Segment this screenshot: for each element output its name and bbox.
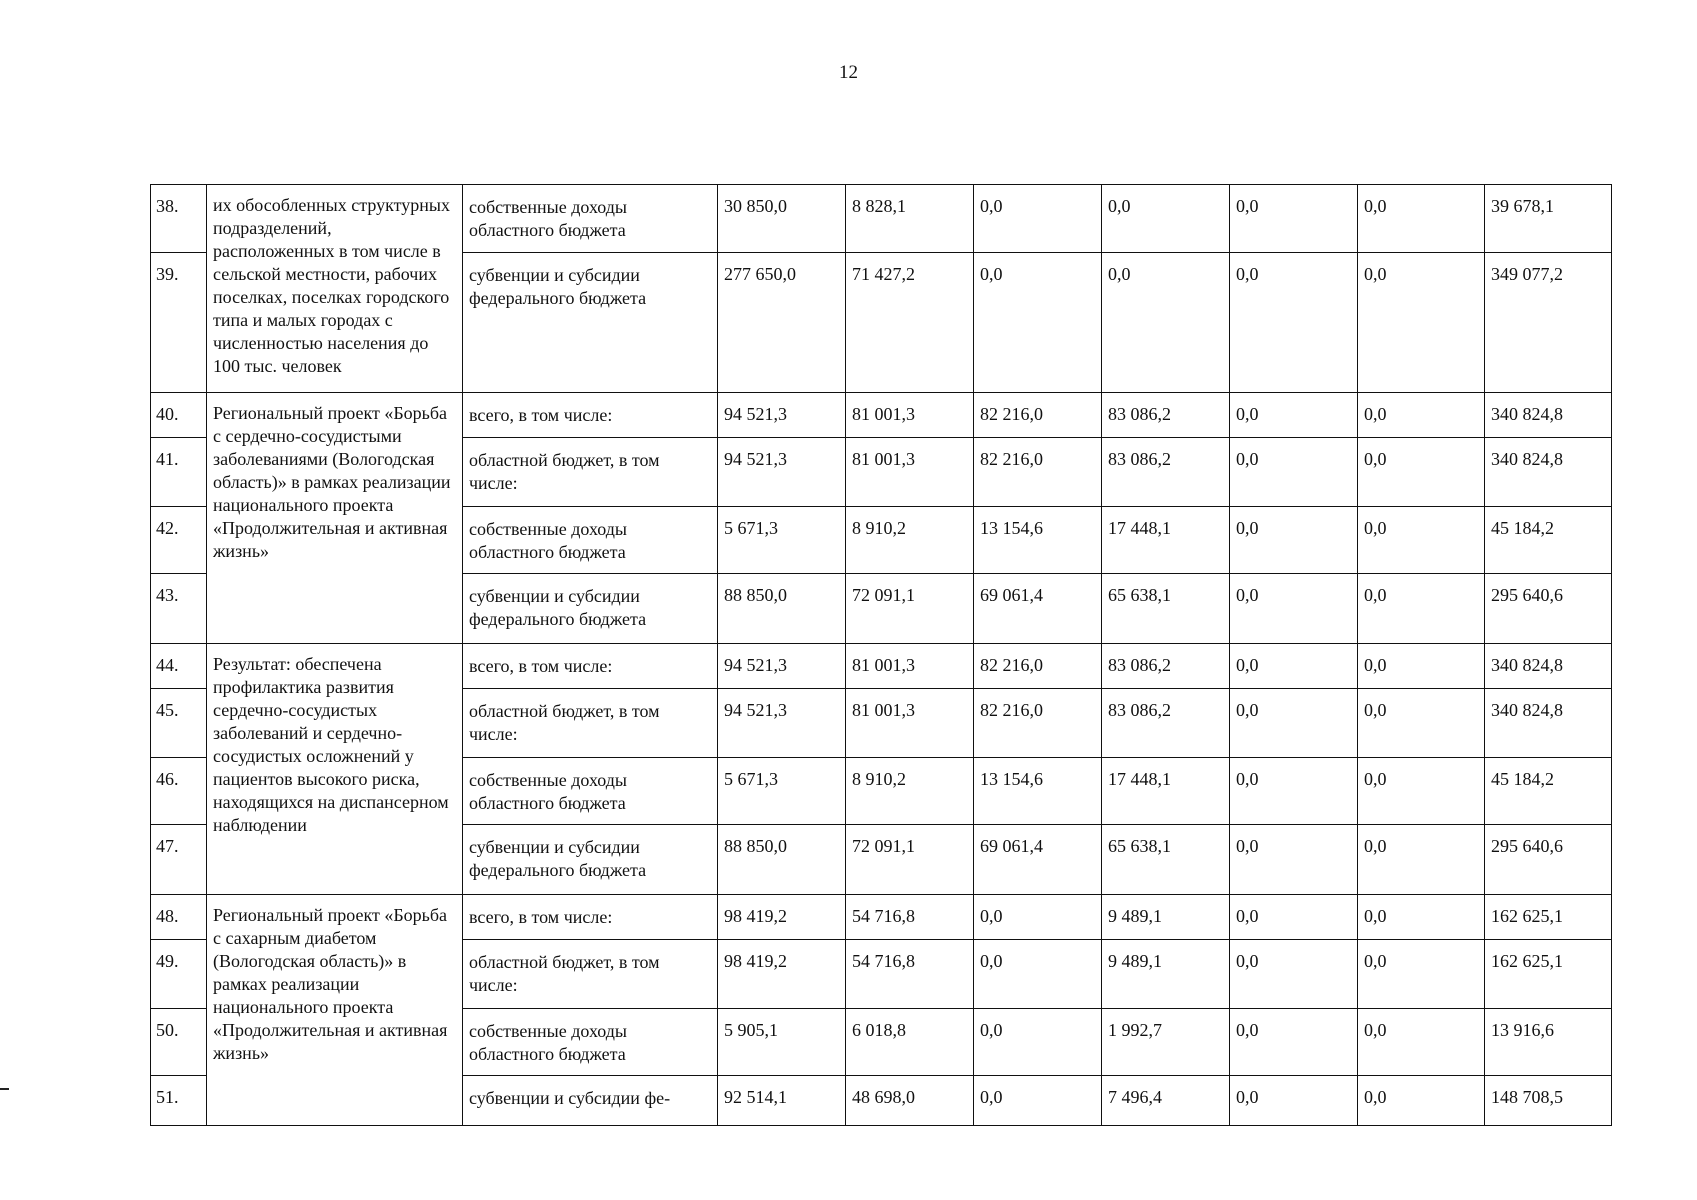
funding-source-cell: всего, в том числе: <box>463 393 718 438</box>
funding-source-cell: собственные доходы областного бюджета <box>463 185 718 253</box>
amount-cell: 54 716,8 <box>846 895 974 940</box>
page-number: 12 <box>839 62 858 83</box>
row-number-cell: 39. <box>151 253 207 393</box>
amount-cell: 69 061,4 <box>974 574 1102 644</box>
amount-cell: 98 419,2 <box>718 940 846 1009</box>
funding-source-cell: собственные доходы областного бюджета <box>463 1009 718 1076</box>
funding-source-cell: субвенции и субсидии федерального бюджета <box>463 253 718 393</box>
amount-cell: 0,0 <box>1358 574 1485 644</box>
row-number-cell: 47. <box>151 825 207 895</box>
amount-cell: 13 154,6 <box>974 507 1102 574</box>
amount-cell: 0,0 <box>1230 895 1358 940</box>
amount-cell: 0,0 <box>1358 253 1485 393</box>
amount-cell: 295 640,6 <box>1485 574 1612 644</box>
funding-source-cell: субвенции и субсидии федерального бюджета <box>463 574 718 644</box>
amount-cell: 48 698,0 <box>846 1076 974 1126</box>
amount-cell: 13 154,6 <box>974 758 1102 825</box>
amount-cell: 340 824,8 <box>1485 438 1612 507</box>
amount-cell: 65 638,1 <box>1102 574 1230 644</box>
amount-cell: 1 992,7 <box>1102 1009 1230 1076</box>
amount-cell: 0,0 <box>1358 758 1485 825</box>
amount-cell: 83 086,2 <box>1102 393 1230 438</box>
row-number-cell: 38. <box>151 185 207 253</box>
amount-cell: 94 521,3 <box>718 644 846 689</box>
amount-cell: 0,0 <box>974 940 1102 1009</box>
amount-cell: 39 678,1 <box>1485 185 1612 253</box>
amount-cell: 295 640,6 <box>1485 825 1612 895</box>
row-number-cell: 46. <box>151 758 207 825</box>
amount-cell: 340 824,8 <box>1485 393 1612 438</box>
amount-cell: 54 716,8 <box>846 940 974 1009</box>
amount-cell: 94 521,3 <box>718 689 846 758</box>
amount-cell: 83 086,2 <box>1102 438 1230 507</box>
budget-table <box>150 184 1612 1126</box>
amount-cell: 8 910,2 <box>846 507 974 574</box>
amount-cell: 82 216,0 <box>974 438 1102 507</box>
table-row <box>151 644 1612 689</box>
amount-cell: 45 184,2 <box>1485 507 1612 574</box>
amount-cell: 83 086,2 <box>1102 689 1230 758</box>
budget-table-body <box>151 185 1612 1126</box>
row-number-cell: 51. <box>151 1076 207 1126</box>
amount-cell: 7 496,4 <box>1102 1076 1230 1126</box>
amount-cell: 0,0 <box>1358 825 1485 895</box>
amount-cell: 81 001,3 <box>846 438 974 507</box>
table-row <box>151 393 1612 438</box>
amount-cell: 83 086,2 <box>1102 644 1230 689</box>
amount-cell: 13 916,6 <box>1485 1009 1612 1076</box>
amount-cell: 17 448,1 <box>1102 507 1230 574</box>
amount-cell: 0,0 <box>1230 758 1358 825</box>
amount-cell: 0,0 <box>1230 644 1358 689</box>
amount-cell: 94 521,3 <box>718 438 846 507</box>
amount-cell: 72 091,1 <box>846 825 974 895</box>
row-number-cell: 48. <box>151 895 207 940</box>
amount-cell: 94 521,3 <box>718 393 846 438</box>
amount-cell: 81 001,3 <box>846 644 974 689</box>
amount-cell: 17 448,1 <box>1102 758 1230 825</box>
amount-cell: 30 850,0 <box>718 185 846 253</box>
amount-cell: 0,0 <box>1358 644 1485 689</box>
amount-cell: 0,0 <box>1230 507 1358 574</box>
row-number-cell: 50. <box>151 1009 207 1076</box>
amount-cell: 162 625,1 <box>1485 895 1612 940</box>
amount-cell: 0,0 <box>974 253 1102 393</box>
row-number-cell: 42. <box>151 507 207 574</box>
amount-cell: 0,0 <box>1358 940 1485 1009</box>
amount-cell: 8 828,1 <box>846 185 974 253</box>
amount-cell: 82 216,0 <box>974 393 1102 438</box>
amount-cell: 0,0 <box>1102 253 1230 393</box>
amount-cell: 6 018,8 <box>846 1009 974 1076</box>
amount-cell: 340 824,8 <box>1485 644 1612 689</box>
funding-source-cell: областной бюджет, в том числе: <box>463 438 718 507</box>
amount-cell: 88 850,0 <box>718 825 846 895</box>
program-name-cell: Региональный проект «Борьба с сердечно-сосудистыми заболеваниями (Вологодская область)» в рамках реализации национального проекта «Продолжительная и активная жизнь» <box>207 393 463 644</box>
amount-cell: 0,0 <box>974 1076 1102 1126</box>
amount-cell: 0,0 <box>1358 438 1485 507</box>
amount-cell: 0,0 <box>1102 185 1230 253</box>
amount-cell: 0,0 <box>1358 393 1485 438</box>
amount-cell: 5 671,3 <box>718 507 846 574</box>
amount-cell: 88 850,0 <box>718 574 846 644</box>
amount-cell: 82 216,0 <box>974 689 1102 758</box>
amount-cell: 0,0 <box>1358 895 1485 940</box>
program-name-cell: их обособленных структурных подразделений, расположенных в том числе в сельской местности, рабочих поселках, поселках городского типа и малых городах с численностью населения до 100 тыс. человек <box>207 185 463 393</box>
amount-cell: 349 077,2 <box>1485 253 1612 393</box>
row-number-cell: 40. <box>151 393 207 438</box>
amount-cell: 0,0 <box>974 185 1102 253</box>
scan-margin-mark <box>0 1088 9 1090</box>
program-name-cell: Региональный проект «Борьба с сахарным диабетом (Вологодская область)» в рамках реализации национального проекта «Продолжительная и активная жизнь» <box>207 895 463 1126</box>
row-number-cell: 43. <box>151 574 207 644</box>
funding-source-cell: субвенции и субсидии федерального бюджета <box>463 825 718 895</box>
row-number-cell: 41. <box>151 438 207 507</box>
row-number-cell: 45. <box>151 689 207 758</box>
amount-cell: 0,0 <box>1358 1009 1485 1076</box>
amount-cell: 92 514,1 <box>718 1076 846 1126</box>
amount-cell: 9 489,1 <box>1102 895 1230 940</box>
amount-cell: 0,0 <box>1230 1009 1358 1076</box>
table-row <box>151 895 1612 940</box>
amount-cell: 5 671,3 <box>718 758 846 825</box>
amount-cell: 0,0 <box>1230 825 1358 895</box>
row-number-cell: 49. <box>151 940 207 1009</box>
amount-cell: 98 419,2 <box>718 895 846 940</box>
amount-cell: 65 638,1 <box>1102 825 1230 895</box>
amount-cell: 81 001,3 <box>846 689 974 758</box>
amount-cell: 0,0 <box>1230 185 1358 253</box>
amount-cell: 0,0 <box>974 1009 1102 1076</box>
amount-cell: 162 625,1 <box>1485 940 1612 1009</box>
amount-cell: 72 091,1 <box>846 574 974 644</box>
amount-cell: 0,0 <box>1358 689 1485 758</box>
amount-cell: 0,0 <box>1230 1076 1358 1126</box>
amount-cell: 0,0 <box>1230 438 1358 507</box>
amount-cell: 148 708,5 <box>1485 1076 1612 1126</box>
amount-cell: 0,0 <box>1230 253 1358 393</box>
amount-cell: 82 216,0 <box>974 644 1102 689</box>
amount-cell: 69 061,4 <box>974 825 1102 895</box>
funding-source-cell: собственные доходы областного бюджета <box>463 507 718 574</box>
amount-cell: 0,0 <box>1358 507 1485 574</box>
amount-cell: 71 427,2 <box>846 253 974 393</box>
amount-cell: 9 489,1 <box>1102 940 1230 1009</box>
program-name-cell: Результат: обеспечена профилактика развития сердечно-сосудистых заболеваний и сердечно-сосудистых осложнений у пациентов высокого риска, находящихся на диспансерном наблюдении <box>207 644 463 895</box>
funding-source-cell: всего, в том числе: <box>463 644 718 689</box>
row-number-cell: 44. <box>151 644 207 689</box>
amount-cell: 81 001,3 <box>846 393 974 438</box>
amount-cell: 8 910,2 <box>846 758 974 825</box>
amount-cell: 277 650,0 <box>718 253 846 393</box>
amount-cell: 0,0 <box>1358 1076 1485 1126</box>
amount-cell: 0,0 <box>1230 393 1358 438</box>
amount-cell: 0,0 <box>1230 940 1358 1009</box>
funding-source-cell: областной бюджет, в том числе: <box>463 940 718 1009</box>
amount-cell: 340 824,8 <box>1485 689 1612 758</box>
amount-cell: 0,0 <box>974 895 1102 940</box>
funding-source-cell: собственные доходы областного бюджета <box>463 758 718 825</box>
funding-source-cell: всего, в том числе: <box>463 895 718 940</box>
amount-cell: 5 905,1 <box>718 1009 846 1076</box>
funding-source-cell: областной бюджет, в том числе: <box>463 689 718 758</box>
table-row <box>151 185 1612 253</box>
amount-cell: 0,0 <box>1230 574 1358 644</box>
funding-source-cell: субвенции и субсидии фе- <box>463 1076 718 1126</box>
amount-cell: 0,0 <box>1358 185 1485 253</box>
amount-cell: 0,0 <box>1230 689 1358 758</box>
amount-cell: 45 184,2 <box>1485 758 1612 825</box>
